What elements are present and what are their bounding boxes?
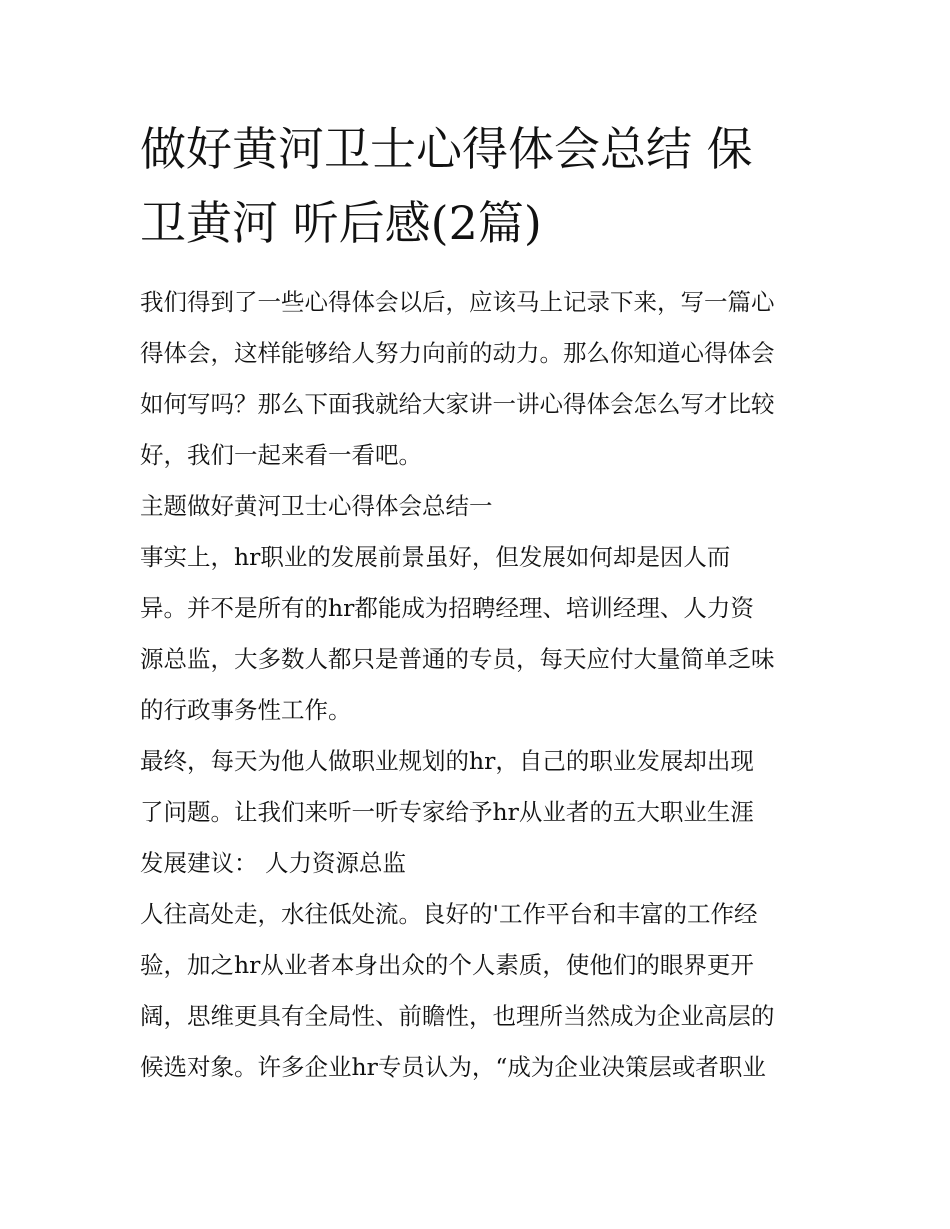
paragraph-line: 的行政事务性工作。: [140, 696, 352, 724]
paragraph-line: 发展建议： 人力资源总监: [140, 849, 406, 877]
document-title: [140, 112, 820, 260]
intro-line-1: 我们得到了一些心得体会以后，应该马上记录下来，写一篇心: [140, 288, 775, 316]
intro-line-2: 得体会，这样能够给人努力向前的动力。那么你知道心得体会: [140, 339, 775, 367]
paragraph-line: 最终，每天为他人做职业规划的hr，自己的职业发展却出现: [140, 747, 754, 775]
paragraph-line: 验，加之hr从业者本身出众的个人素质，使他们的眼界更开: [140, 951, 754, 979]
paragraph-line: 阔，思维更具有全局性、前瞻性，也理所当然成为企业高层的: [140, 1002, 775, 1030]
paragraph-line: 人往高处走，水往低处流。良好的'工作平台和丰富的工作经: [140, 900, 758, 928]
title-line-2: 卫黄河 听后感(2篇): [140, 196, 542, 250]
paragraph-line: 源总监，大多数人都只是普通的专员，每天应付大量简单乏味: [140, 645, 775, 673]
paragraph-line: 候选对象。许多企业hr专员认为，“成为企业决策层或者职业: [140, 1053, 766, 1081]
paragraph-line: 了问题。让我们来听一听专家给予hr从业者的五大职业生涯: [140, 798, 754, 826]
intro-line-4: 好，我们一起来看一看吧。: [140, 441, 422, 469]
title-line-1: 做好黄河卫士心得体会总结 保: [140, 122, 753, 176]
paragraph-line: 异。并不是所有的hr都能成为招聘经理、培训经理、人力资: [140, 594, 754, 622]
document-body: [140, 277, 830, 1093]
intro-line-3: 如何写吗？那么下面我就给大家讲一讲心得体会怎么写才比较: [140, 390, 775, 418]
paragraph-line: 事实上，hr职业的发展前景虽好，但发展如何却是因人而: [140, 543, 731, 571]
section-heading: 主题做好黄河卫士心得体会总结一: [140, 492, 493, 520]
